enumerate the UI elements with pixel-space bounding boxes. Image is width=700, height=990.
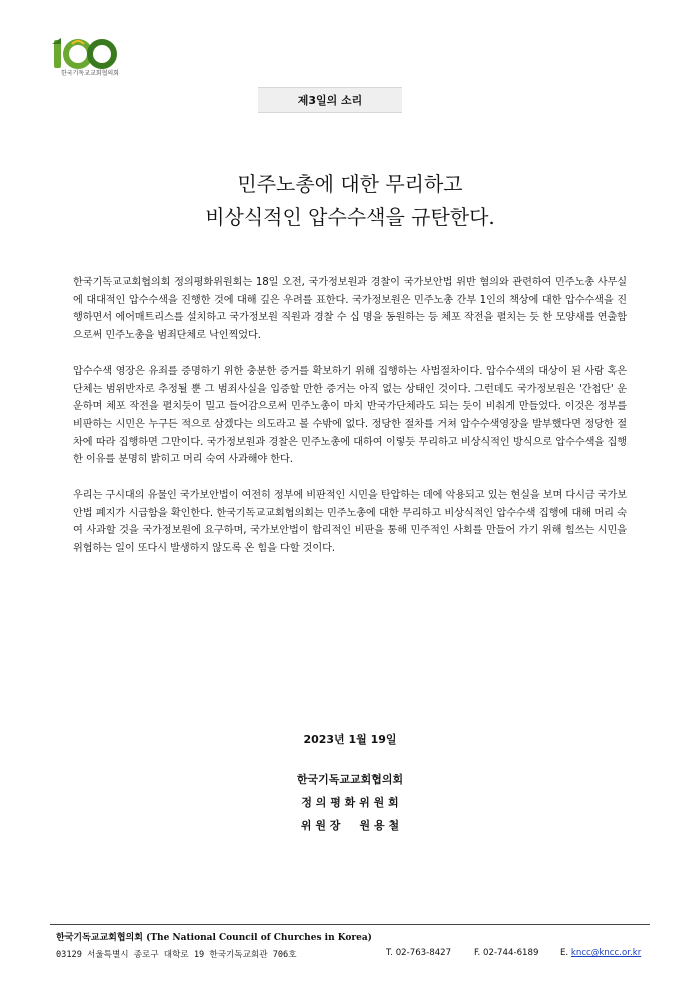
footer-email (560, 948, 641, 958)
footer-org: 한국기독교교회협의회 (The National Council of Churches in Korea) (56, 933, 372, 943)
statement-body (73, 274, 627, 576)
section-label: 제3일의 소리 (258, 87, 402, 113)
footer-phone: T. 02-763-8427 (386, 948, 452, 958)
signature-chair: 위 원 장 원 용 철 (300, 819, 400, 832)
footer-email-prefix: E. (560, 948, 569, 958)
logo-mark-icon (50, 34, 120, 74)
email-link[interactable]: kncc@kncc.or.kr (570, 948, 642, 958)
signature-org: 한국기독교교회협의회 (296, 773, 404, 786)
paragraph: 우리는 구시대의 유물인 국가보안법이 여전히 정부에 비판적인 시민을 탄압하는 데에 악용되고 있는 현실을 보며 다시금 국가보안법 폐지가 시급함을 확인한다. 한국기독교교회협의회는 민주노총에 대한 무리하고 비상식적인 압수수색 집행에 대해 머리 숙여 사과할 것을 국가정보원에 요구하며, 국가보안법이 합리적인 비판을 통해 민주적인 사회를 만들어 가기 위해 힘쓰는 시민을 위협하는 일이 또다시 발생하지 않도록 온 힘을 다할 것이다. (73, 490, 627, 555)
title-line-2: 비상식적인 압수수색을 규탄한다. (205, 205, 495, 229)
statement-date: 2023년 1월 19일 (303, 733, 397, 746)
signature-committee: 정 의 평 화 위 원 회 (301, 796, 399, 809)
statement-title (0, 168, 700, 234)
title-line-1: 민주노총에 대한 무리하고 (237, 172, 463, 196)
paragraph: 한국기독교교회협의회 정의평화위원회는 18일 오전, 국가정보원과 경찰이 국가보안법 위반 혐의와 관련하여 민주노총 사무실에 대대적인 압수수색을 진행한 것에 대해 깊은 우려를 표한다. 국가정보원은 민주노총 간부 1인의 책상에 대한 압수수색을 진행하면서 에어매트리스를 설치하고 국가정보원 직원과 경찰 수 십 명을 동원하는 등 체포 작전을 펼치는 듯 한 모양새를 연출함으로써 민주노총을 범죄단체로 낙인찍었다. (73, 277, 627, 342)
footer-divider (50, 924, 650, 925)
signature-block (0, 768, 700, 837)
logo-caption: 한국기독교교회협의회 (61, 70, 119, 77)
footer-fax: F. 02-744-6189 (474, 948, 539, 958)
paragraph: 압수수색 영장은 유죄를 증명하기 위한 충분한 증거를 확보하기 위해 집행하는 사법절차이다. 압수수색의 대상이 된 사람 혹은 단체는 범위반자로 추정될 뿐 그 범죄사실을 입증할 만한 증거는 아직 없는 상태인 것이다. 그런데도 국가정보원은 '간첩단' 운운하며 체포 작전을 펼치듯이 밀고 들어감으로써 민주노총이 마치 반국가단체라도 되는 듯이 비춰게 만들었다. 이것은 정부를 비판하는 시민은 누구든 적으로 삼겠다는 의도라고 볼 수밖에 없다. 정당한 절차를 거쳐 압수수색영장을 발부했다면 정당한 절차에 따라 집행하면 그만이다. 국가정보원과 경찰은 민주노총에 대하여 이렇듯 무리하고 비상식적인 방식으로 압수수색을 집행한 이유를 분명히 밝히고 머리 숙여 사과해야 한다. (73, 365, 627, 466)
footer-address: 03129 서울특별시 종로구 대학로 19 한국기독교회관 706호 (56, 950, 297, 960)
